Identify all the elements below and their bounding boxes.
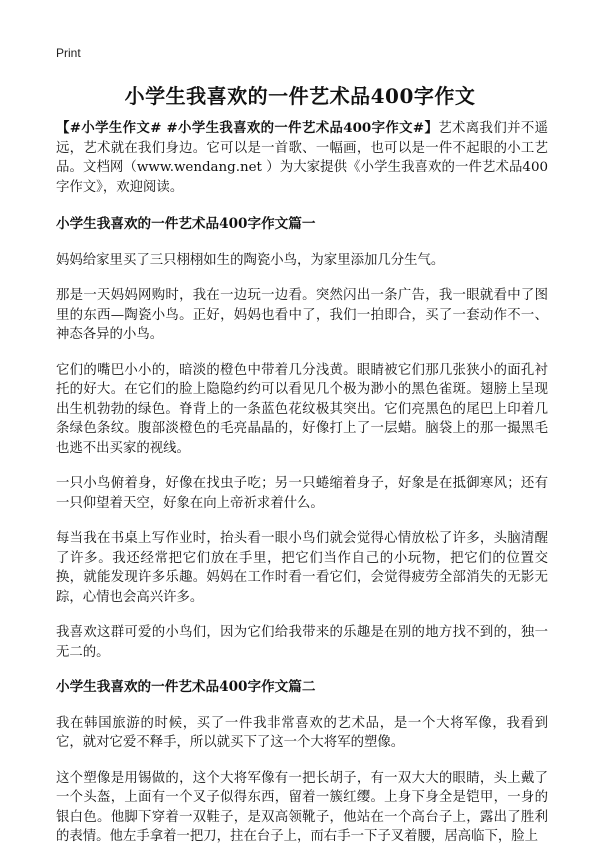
section1-heading: 小学生我喜欢的一件艺术品400字作文篇一 [56,216,316,232]
section1-paragraph: 那是一天妈妈网购时，我在一边玩一边看。突然闪出一条广告，我一眼就看中了图里的东西—陶瓷小鸟。正好，妈妈也看中了，我们一拍即合，买了一套动作不一、神态各异的小鸟。 [56,288,548,342]
intro-paragraph [56,119,548,197]
section1-paragraph: 我喜欢这群可爱的小鸟们，因为它们给我带来的乐趣是在别的地方找不到的，独一无二的。 [56,625,548,660]
section1-paragraph: 它们的嘴巴小小的，暗淡的橙色中带着几分浅黄。眼睛被它们那几张狭小的面孔衬托的好大。在它们的脸上隐隐约约可以看见几个极为渺小的黑色雀斑。翅膀上呈现出生机勃勃的绿色。脊背上的一条蓝色花纹极其突出。它们亮黑色的尾巴上印着几条绿色条纹。腹部淡橙色的毛亮晶晶的，好像打上了一层蜡。脑袋上的那一撮黑毛也逃不出买家的视线。 [56,362,548,456]
section2-paragraph: 我在韩国旅游的时候，买了一件我非常喜欢的艺术品，是一个大将军像，我看到它，就对它爱不释手，所以就买下了这一个大将军的塑像。 [56,715,548,750]
section1-paragraph: 一只小鸟俯着身，好像在找虫子吃；另一只蜷缩着身子，好象是在抵御寒风；还有一只仰望着天空，好象在向上帝祈求着什么。 [56,476,548,511]
section2-heading: 小学生我喜欢的一件艺术品400字作文篇二 [56,679,316,695]
intro-text: 艺术离我们并不遥远，艺术就在我们身边。它可以是一首歌、一幅画，也可以是一件不起眼的小工艺品。文档网（www.wendang.net ）为大家提供《小学生我喜欢的一件艺术品400字作文》，欢迎阅读。 [56,121,549,195]
print-label[interactable]: Print [56,46,81,60]
section1-paragraph: 每当我在书桌上写作业时，抬头看一眼小鸟们就会觉得心情放松了许多，头脑清醒了许多。我还经常把它们放在手里，把它们当作自己的小玩物，把它们的位置交换，就能发现许多乐趣。妈妈在工作时看一看它们，会觉得疲劳全部消失的无影无踪，心情也会高兴许多。 [56,531,548,605]
document-body [56,119,548,863]
section2-paragraph: 这个塑像是用锡做的，这个大将军像有一把长胡子，有一双大大的眼睛，头上戴了一个头盔，上面有一个叉子似得东西，留着一簇红缨。上身下身全是铠甲，一身的银白色。他脚下穿着一双鞋子，是双高领靴子，他站在一个高台子上，露出了胜利的表情。他左手拿着一把刀，拄在台子上，而右手一下子叉着腰，居高临下，脸上 [56,770,548,844]
section1-paragraph: 妈妈给家里买了三只栩栩如生的陶瓷小鸟，为家里添加几分生气。 [56,252,445,268]
intro-tags: 【#小学生作文# #小学生我喜欢的一件艺术品400字作文#】 [56,120,439,136]
document-title: 小学生我喜欢的一件艺术品400字作文 [124,84,476,108]
